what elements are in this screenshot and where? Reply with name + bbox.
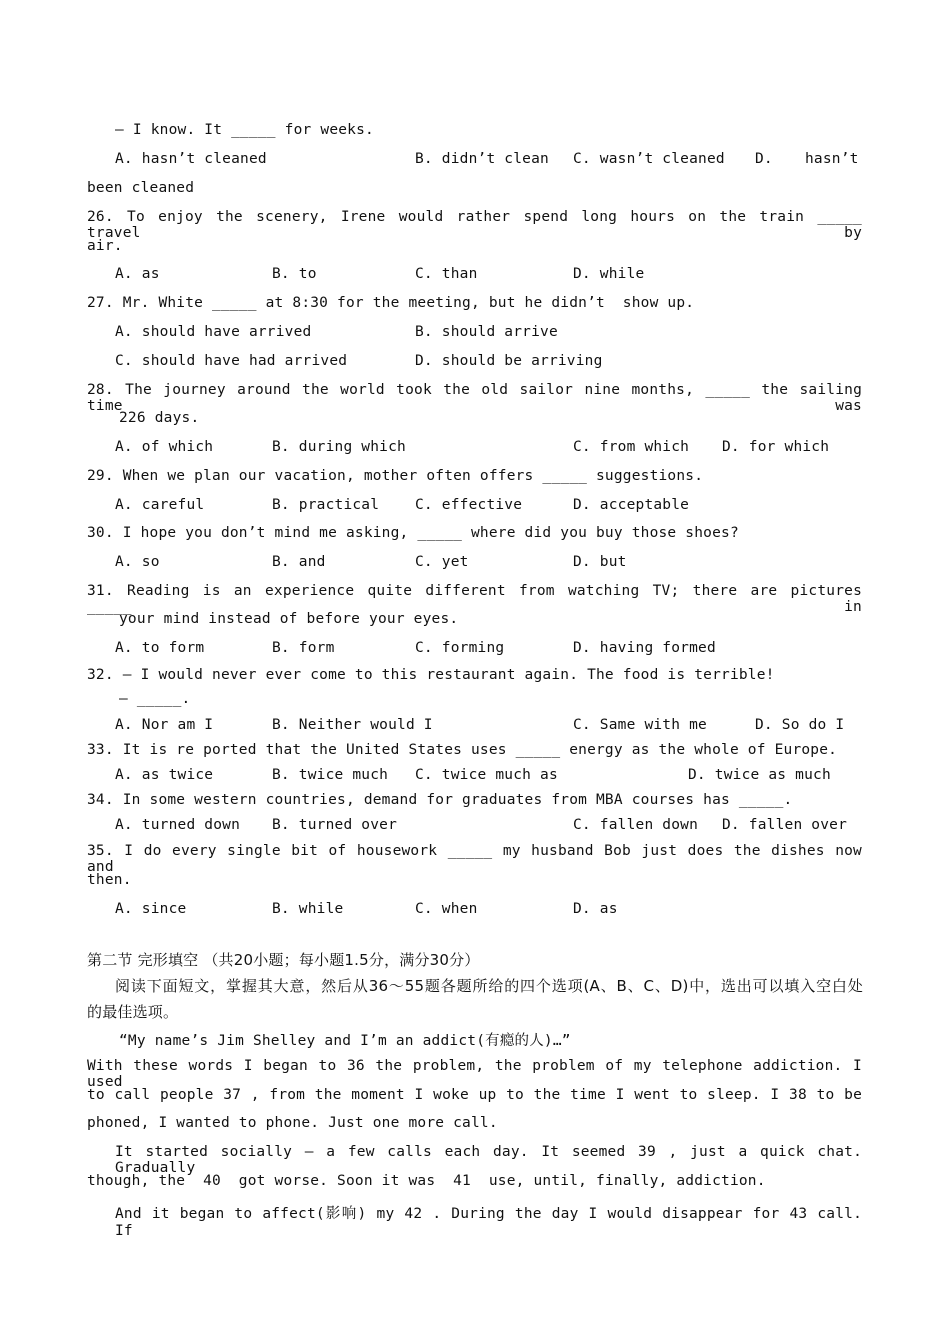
q26-stem: 26. To enjoy the scenery, Irene would rather spend long hours on the train _____ travel by [87, 209, 862, 241]
q29-option-a: A. careful [115, 497, 205, 513]
q30-option-a: A. so [115, 554, 160, 570]
q34-stem: 34. In some western countries, demand for graduates from MBA courses has _____. [87, 792, 793, 808]
q29-option-d: D. acceptable [573, 497, 690, 513]
q28-stem: 28. The journey around the world took the old sailor nine months, _____ the sailing time was [87, 382, 862, 414]
q34-option-d: D. fallen over [722, 817, 848, 833]
q34-option-b: B. turned over [272, 817, 398, 833]
q25-option-b: B. didn’t clean [415, 151, 549, 167]
q32-option-d: D. So do I [755, 717, 845, 733]
q33-option-c: C. twice much as [415, 767, 558, 783]
q28-stem-continued: 226 days. [119, 410, 200, 426]
q32-option-c: C. Same with me [573, 717, 707, 733]
q25-option-d-text: hasn’t [805, 151, 859, 167]
passage-line: With these words I began to 36 the problem, the problem of my telephone addiction. I used [87, 1058, 862, 1090]
q28-option-b: B. during which [272, 439, 406, 455]
q33-option-d: D. twice as much [688, 767, 831, 783]
q33-option-a: A. as twice [115, 767, 214, 783]
q26-option-c: C. than [415, 266, 478, 282]
q34-option-a: A. turned down [115, 817, 241, 833]
q28-option-c: C. from which [573, 439, 690, 455]
q29-option-c: C. effective [415, 497, 523, 513]
q30-option-b: B. and [272, 554, 326, 570]
q33-option-b: B. twice much [272, 767, 389, 783]
q31-stem: 31. Reading is an experience quite different from watching TV; there are pictures _____ in [87, 583, 862, 615]
q27-option-a: A. should have arrived [115, 324, 312, 340]
q26-option-a: A. as [115, 266, 160, 282]
section-instruction-continued: 的最佳选项。 [87, 1003, 179, 1021]
q25-option-d-label: D. [755, 151, 773, 167]
q32-response: — _____. [119, 691, 191, 707]
q35-option-d: D. as [573, 901, 618, 917]
q35-option-b: B. while [272, 901, 344, 917]
passage-line: It started socially — a few calls each day. It seemed 39 , just a quick chat. Gradually [115, 1144, 862, 1176]
q29-option-b: B. practical [272, 497, 380, 513]
q27-stem: 27. Mr. White _____ at 8:30 for the meeting, but he didn’t show up. [87, 295, 695, 311]
q26-option-d: D. while [573, 266, 645, 282]
q26-option-b: B. to [272, 266, 317, 282]
q25-option-d-continued: been cleaned [87, 180, 195, 196]
passage-line: to call people 37 , from the moment I woke up to the time I went to sleep. I 38 to be [87, 1087, 862, 1103]
q26-stem-continued: air. [87, 238, 123, 254]
q28-option-d: D. for which [722, 439, 830, 455]
q34-option-c: C. fallen down [573, 817, 699, 833]
q31-option-b: B. form [272, 640, 335, 656]
q33-stem: 33. It is re ported that the United States uses _____ energy as the whole of Europe. [87, 742, 838, 758]
section-instruction: 阅读下面短文，掌握其大意，然后从36～55题各题所给的四个选项(A、B、C、D)中，选出可以填入空白处 [115, 977, 863, 995]
q31-stem-continued: your mind instead of before your eyes. [119, 611, 459, 627]
q25-answer-line: — I know. It _____ for weeks. [115, 122, 374, 138]
q32-stem: 32. — I would never ever come to this restaurant again. The food is terrible! [87, 667, 775, 683]
q29-stem: 29. When we plan our vacation, mother often offers _____ suggestions. [87, 468, 704, 484]
q25-option-c: C. wasn’t cleaned [573, 151, 725, 167]
passage-line: phoned, I wanted to phone. Just one more call. [87, 1115, 498, 1131]
q27-option-d: D. should be arriving [415, 353, 603, 369]
q27-option-b: B. should arrive [415, 324, 558, 340]
q25-option-a: A. hasn’t cleaned [115, 151, 267, 167]
q30-stem: 30. I hope you don’t mind me asking, _____ where did you buy those shoes? [87, 525, 739, 541]
q31-option-c: C. forming [415, 640, 505, 656]
q30-option-c: C. yet [415, 554, 469, 570]
q32-option-b: B. Neither would I [272, 717, 433, 733]
q30-option-d: D. but [573, 554, 627, 570]
q35-stem-continued: then. [87, 872, 132, 888]
q28-option-a: A. of which [115, 439, 214, 455]
q31-option-a: A. to form [115, 640, 205, 656]
passage-line: “My name’s Jim Shelley and I’m an addict(有瘾的人)…” [119, 1033, 571, 1049]
section-heading: 第二节 完形填空 （共20小题；每小题1.5分，满分30分） [87, 951, 480, 969]
q31-option-d: D. having formed [573, 640, 716, 656]
passage-line: though, the 40 got worse. Soon it was 41 use, until, finally, addiction. [87, 1173, 766, 1189]
q35-stem: 35. I do every single bit of housework _____ my husband Bob just does the dishes now and [87, 843, 862, 875]
passage-line: And it began to affect(影响) my 42 . During the day I would disappear for 43 call. If [115, 1206, 862, 1239]
q32-option-a: A. Nor am I [115, 717, 214, 733]
q35-option-a: A. since [115, 901, 187, 917]
q35-option-c: C. when [415, 901, 478, 917]
q27-option-c: C. should have had arrived [115, 353, 348, 369]
